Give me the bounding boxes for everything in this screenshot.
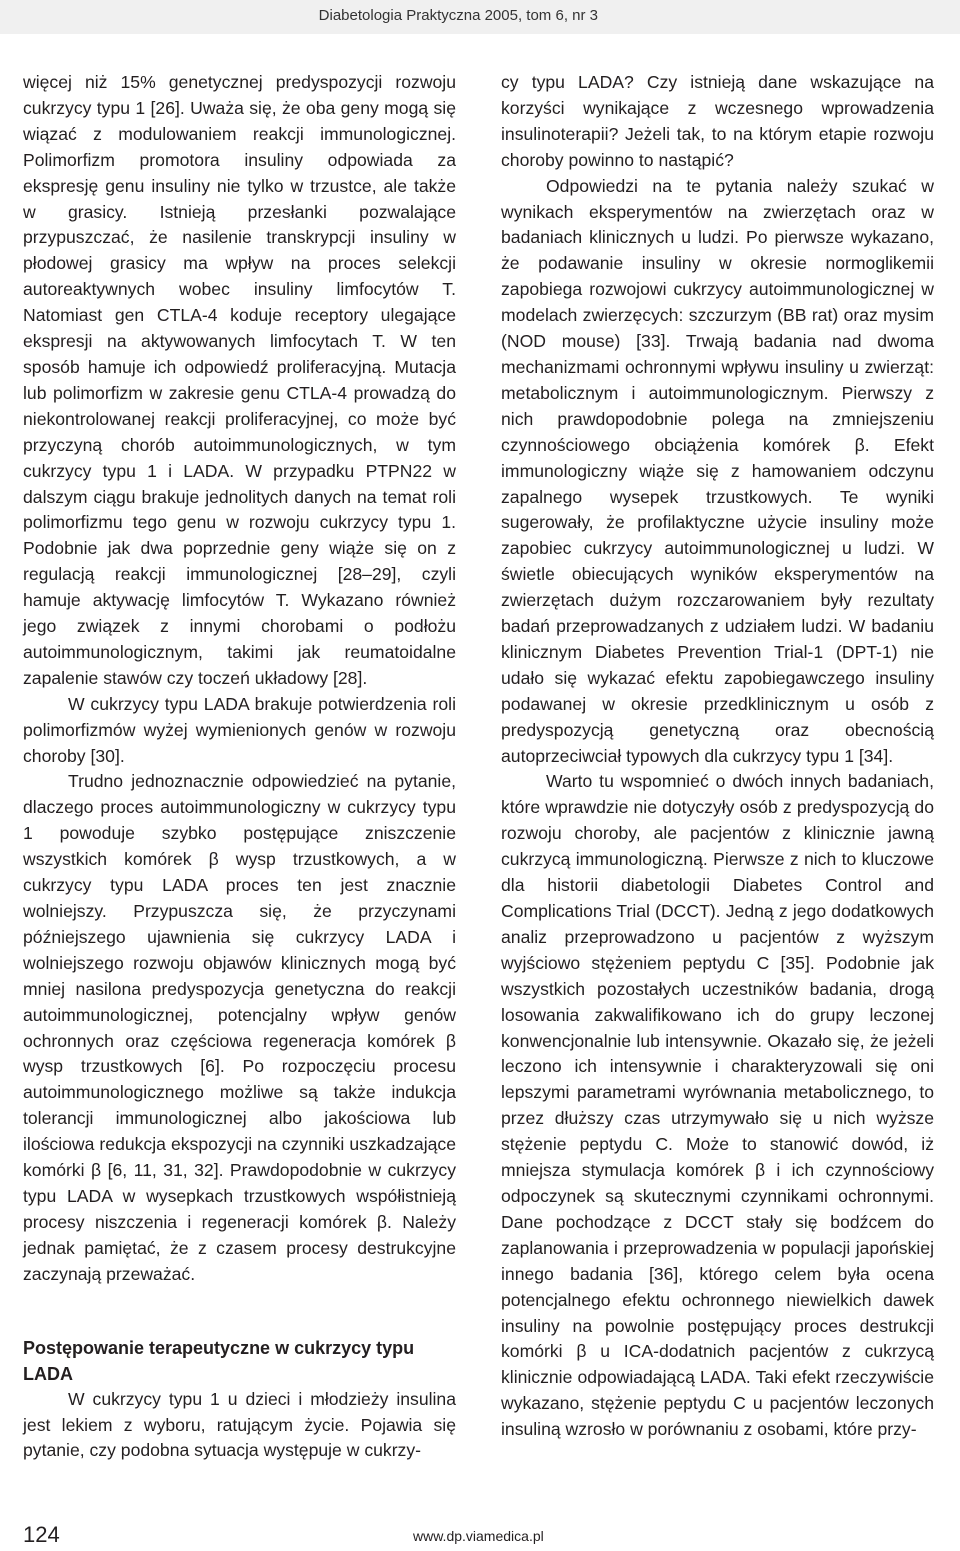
paragraph: W cukrzycy typu LADA brakuje potwierdzenia roli polimorfizmów wyżej wymienionych genów w rozwoju choroby [30]. xyxy=(23,693,456,766)
page-number: 124 xyxy=(23,1522,60,1547)
journal-header xyxy=(0,0,960,34)
paragraph: cy typu LADA? Czy istnieją dane wskazujące na korzyści wynikające z wczesnego wprowadzenia insulinoterapii? Jeżeli tak, to na którym etapie rozwoju choroby powinno to nastąpić? xyxy=(501,72,934,170)
journal-citation: Diabetologia Praktyczna 2005, tom 6, nr 3 xyxy=(318,7,598,24)
paragraph: Trudno jednoznacznie odpowiedzieć na pytanie, dlaczego proces autoimmunologiczny w cukrzycy typu 1 powoduje szybko postępujące zniszczenie wszystkich komórek β wysp trzustkowych, a w cukrzycy typu LADA proces ten jest znacznie wolniejszy. Przypuszcza się, że przyczynami późniejszego ujawnienia się cukrzycy LADA i wolniejszego rozwoju objawów klinicznych mogą być mniej nasilona predyspozycja genetyczna do reakcji autoimmunologicznej, potencjalny wpływ genów ochronnych oraz częściowa regeneracja komórek β wysp trzustkowych [6]. Po rozpoczęciu procesu autoimmunologicznego możliwe są także indukcja tolerancji immunologicznej albo jakościowa lub ilościowa redukcja ekspozycji na czynniki uszkadzające komórki β [6, 11, 31, 32]. Prawdopodobnie w cukrzycy typu LADA w wysepkach trzustkowych współistnieją procesy niszczenia i regeneracji komórek β. Należy jednak pamiętać, że z czasem procesy destrukcyjne zaczynają przeważać. xyxy=(23,771,456,1284)
paragraph: W cukrzycy typu 1 u dzieci i młodzieży insulina jest lekiem z wyboru, ratującym życie. Pojawia się pytanie, czy podobna sytuacja występuje w cukrzy- xyxy=(23,1388,456,1461)
paragraph: Odpowiedzi na te pytania należy szukać w wynikach eksperymentów na zwierzętach oraz w badaniach klinicznych u ludzi. Po pierwsze wykazano, że podawanie insuliny w okresie normoglikemii zapobiega rozwojowi cukrzycy autoimmunologicznej w modelach zwierzęcych: szczurzym (BB rat) oraz mysim (NOD mouse) [33]. Trwają badania nad dwoma mechanizmami ochronnymi wpływu insuliny u zwierząt: metabolicznym i autoimmunologicznym. Pierwszy z nich prawdopodobnie polega na zmniejszeniu czynnościowego obciążenia komórek β. Efekt immunologiczny wiąże się z hamowaniem odczynu zapalnego wysepek trzustkowych. Te wyniki sugerowały, że profilaktyczne użycie insuliny może zapobiec cukrzycy autoimmunologicznej u ludzi. W świetle obiecujących wyników eksperymentów na zwierzętach dużym rozczarowaniem były rezultaty badań przeprowadzanych z udziałem ludzi. W badaniu klinicznym Diabetes Prevention Trial-1 (DPT-1) nie udało się wykazać efektu zapobiegawczego insuliny podawanej w okresie przedklinicznym u osób z predyspozycją genetyczną oraz obecnością autoprzeciwciał typowych dla cukrzycy typu 1 [34]. xyxy=(501,175,934,766)
paragraph: Warto tu wspomnieć o dwóch innych badaniach, które wprawdzie nie dotyczyły osób z predyspozycją do rozwoju choroby, ale pacjentów z klinicznie jawną cukrzycą immunologiczną. Pierwsze z nich to kluczowe dla historii diabetologii Diabetes Control and Complications Trial (DCCT). Jedną z jego dodatkowych analiz przeprowadzono u pacjentów z wyższym wyjściowo stężeniem peptydu C [35]. Podobnie jak wszystkich pozostałych uczestników badania, drogą losowania zakwalifikowano ich do grupy leczonej konwencjonalnie lub intensywnie. Okazało się, że jeżeli leczono ich intensywnie i charakteryzowali się oni lepszymi parametrami wyrównania metabolicznego, to przez dłuższy czas utrzymywało się u nich wyższe stężenie peptydu C. Może to stanowić dowód, iż mniejsza stymulacja komórek β i ich czynnościowy odpoczynek są skutecznymi czynnikami ochronnymi. Dane pochodzące z DCCT stały się bodźcem do zaplanowania i przeprowadzenia w populacji japońskiej innego badania [36], którego celem była ocena potencjalnego efektu ochronnego niewielkich dawek insuliny na powolnie postępujący proces destrukcji komórki β u ICA-dodatnich pacjentów z cukrzycą klinicznie odpowiadającą LADA. Taki efekt rzeczywiście wykazano, stężenie peptydu C u pacjentów leczonych insuliną wzrosło w porównaniu z osobami, które przy- xyxy=(501,771,934,1440)
publisher-url: www.dp.viamedica.pl xyxy=(413,1528,544,1544)
right-column xyxy=(501,70,934,1443)
paragraph: więcej niż 15% genetycznej predyspozycji rozwoju cukrzycy typu 1 [26]. Uważa się, że oba geny mogą się wiązać z modulowaniem reakcji immunologicznej. Polimorfizm promotora insuliny odpowiada za ekspresję genu insuliny nie tylko w trzustce, ale także w grasicy. Istnieją przesłanki pozwalające przypuszczać, że nasilenie transkrypcji insuliny w płodowej grasicy ma wpływ na proces selekcji autoreaktywnych wobec insuliny limfocytów T. Natomiast gen CTLA-4 koduje receptory ulegające ekspresji na aktywowanych limfocytach T. W ten sposób hamuje ich odpowiedź proliferacyjną. Mutacja lub polimorfizm w zakresie genu CTLA-4 prowadzą do niekontrolowanej reakcji proliferacyjnej, co może być przyczyną chorób autoimmunologicznych, w tym cukrzycy typu 1 i LADA. W przypadku PTPN22 w dalszym ciągu brakuje jednolitych danych na temat roli polimorfizmu tego genu w rozwoju cukrzycy typu 1. Podobnie jak dwa poprzednie geny wiąże się on z regulacją reakcji immunologicznej [28–29], czyli hamuje aktywację limfocytów T. Wykazano również jego związek z innymi chorobami o podłożu autoimmunologicznym, takimi jak reumatoidalne zapalenie stawów czy toczeń układowy [28]. xyxy=(23,72,456,688)
section-heading: Postępowanie terapeutyczne w cukrzycy typu LADA xyxy=(23,1337,415,1384)
left-column xyxy=(23,70,456,1464)
